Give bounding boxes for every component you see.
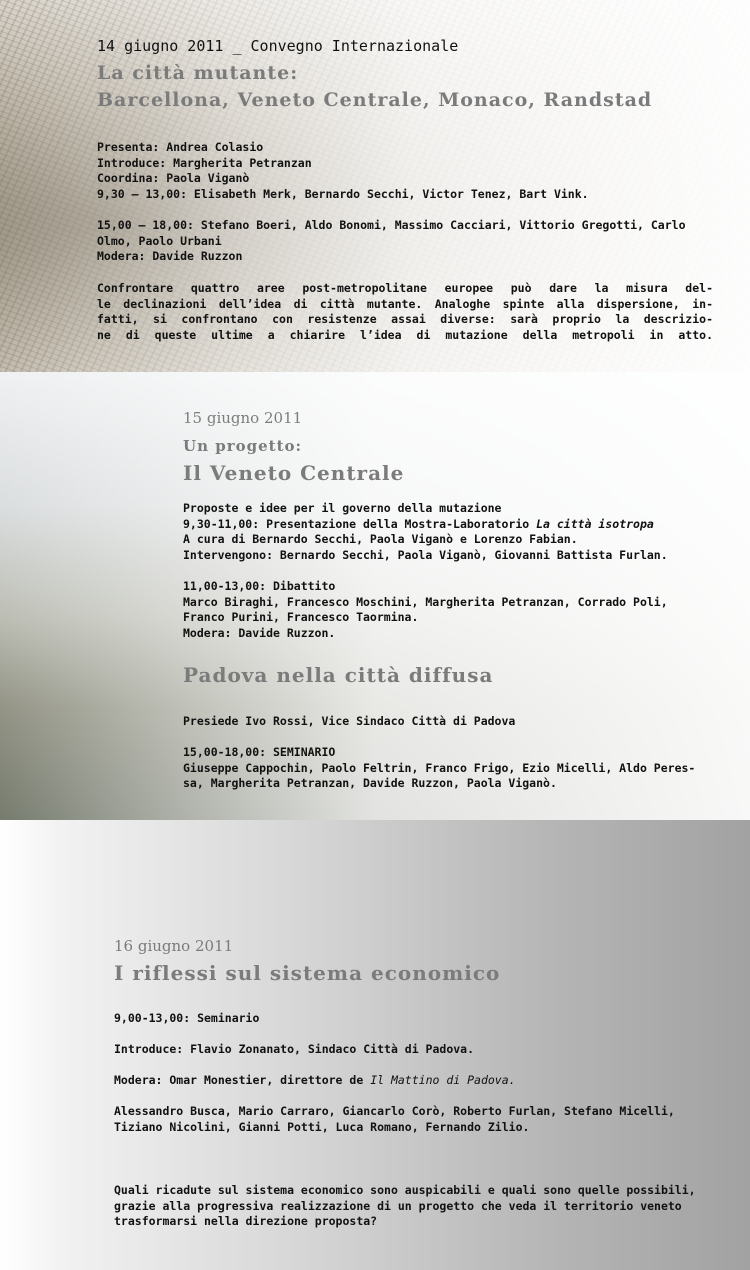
day3-question-line: grazie alla progressiva realizzazione di un progetto che veda il territorio veneto	[114, 1198, 682, 1213]
day2-debate-line: Franco Purini, Francesco Taormina.	[183, 610, 419, 624]
day1-moderator: Modera: Davide Ruzzon	[97, 249, 243, 263]
day1-coordinator: Coordina: Paola Viganò	[97, 171, 250, 185]
day3-introducer: Introduce: Flavio Zonanato, Sindaco Città di Padova.	[114, 1042, 475, 1056]
day1-program-morning	[97, 140, 589, 202]
day1-introducer: Introduce: Margherita Petranzan	[97, 155, 312, 170]
day1-paragraph-line: Confrontare quattro aree post-metropolitane europee può dare la misura del-	[97, 281, 713, 295]
day2-seminar-line: sa, Margherita Petranzan, Davide Ruzzon, Paola Viganò.	[183, 776, 557, 790]
day3-title: I riflessi sul sistema economico	[114, 961, 501, 985]
day3-seminar: 9,00-13,00: Seminario	[114, 1011, 260, 1025]
day1-presenter: Presenta: Andrea Colasio	[97, 140, 264, 154]
day1-date-line: 14 giugno 2011 _ Convegno Internazionale	[97, 37, 459, 55]
day1-title-line-1: La città mutante:	[97, 62, 299, 84]
day2-presiede: Presiede Ivo Rossi, Vice Sindaco Città di Padova	[183, 714, 516, 728]
day3-names-line: Tiziano Nicolini, Gianni Potti, Luca Romano, Fernando Zilio.	[114, 1119, 530, 1134]
day2-line-4: Intervengono: Bernardo Secchi, Paola Viganò, Giovanni Battista Furlan.	[183, 547, 668, 562]
day1-program-afternoon	[97, 218, 686, 265]
day3-question-line: Quali ricadute sul sistema economico sono auspicabili e quali sono quelle possibili,	[114, 1183, 696, 1197]
day1-title-line-2: Barcellona, Veneto Centrale, Monaco, Randstad	[97, 89, 653, 111]
day2-line-2-text: 9,30-11,00: Presentazione della Mostra-Laboratorio	[183, 516, 537, 531]
day1-paragraph-line: ne di queste ultime a chiarire l’idea di mutazione della metropoli in atto.	[97, 327, 713, 342]
day2-program-morning	[183, 501, 668, 563]
day1-paragraph	[97, 281, 713, 343]
day3-moderator-text: Modera: Omar Monestier, direttore de	[114, 1073, 371, 1087]
day2-section	[0, 372, 750, 820]
day2-exhibition-title: La città isotropa	[536, 516, 654, 531]
day1-afternoon-session-2: Olmo, Paolo Urbani	[97, 233, 222, 248]
day3-question-line: trasformarsi nella direzione proposta?	[114, 1214, 378, 1228]
day2-seminar-line: 15,00-18,00: SEMINARIO	[183, 745, 336, 759]
day3-names	[114, 1104, 675, 1135]
day2-subtitle: Un progetto:	[183, 437, 303, 455]
day2-debate-line: 11,00-13,00: Dibattito	[183, 579, 336, 593]
day2-line-3: A cura di Bernardo Secchi, Paola Viganò e Lorenzo Fabian.	[183, 532, 578, 546]
day1-paragraph-line: le declinazioni dell’idea di città mutante. Analoghe spinte alla dispersione, in-	[97, 296, 713, 311]
day2-program-seminar	[183, 745, 695, 792]
day2-line-2	[183, 517, 668, 533]
day3-newspaper: Il Mattino di Padova.	[370, 1073, 516, 1087]
day2-debate-line: Modera: Davide Ruzzon.	[183, 625, 336, 640]
day1-section	[0, 0, 750, 372]
day3-date-line: 16 giugno 2011	[114, 937, 234, 955]
day2-title-padova: Padova nella città diffusa	[183, 663, 494, 687]
day2-debate-line: Marco Biraghi, Francesco Moschini, Margherita Petranzan, Corrado Poli,	[183, 594, 668, 609]
day3-moderator	[114, 1073, 516, 1089]
day1-morning-session: 9,30 – 13,00: Elisabeth Merk, Bernardo Secchi, Victor Tenez, Bart Vink.	[97, 186, 589, 201]
day2-date-line: 15 giugno 2011	[183, 409, 303, 427]
day2-seminar-line: Giuseppe Cappochin, Paolo Feltrin, Franco Frigo, Ezio Micelli, Aldo Peres-	[183, 760, 696, 775]
day3-section	[0, 820, 750, 1270]
day3-question	[114, 1183, 696, 1230]
day3-names-line: Alessandro Busca, Mario Carraro, Giancarlo Corò, Roberto Furlan, Stefano Micelli,	[114, 1104, 675, 1118]
day2-title: Il Veneto Centrale	[183, 461, 405, 485]
day2-program-debate	[183, 579, 668, 641]
day1-paragraph-line: fatti, si confrontano con resistenze assai diverse: sarà proprio la descrizio-	[97, 312, 713, 326]
day2-line-1: Proposte e idee per il governo della mutazione	[183, 501, 502, 515]
day1-afternoon-session-1: 15,00 – 18,00: Stefano Boeri, Aldo Bonomi, Massimo Cacciari, Vittorio Gregotti, Carlo	[97, 218, 686, 232]
